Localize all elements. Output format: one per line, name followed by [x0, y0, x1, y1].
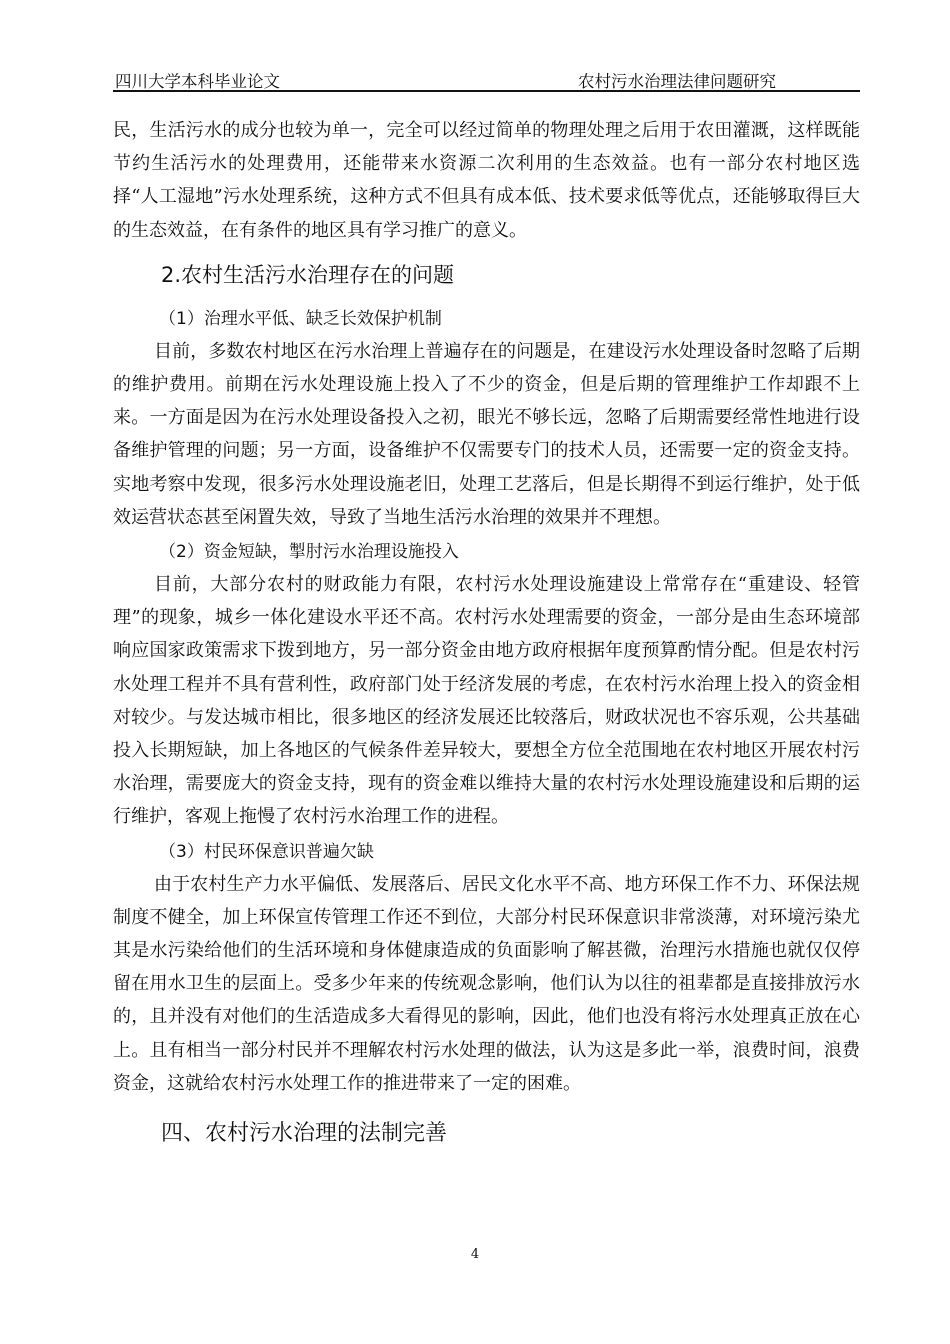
intro-paragraph: 民，生活污水的成分也较为单一，完全可以经过简单的物理处理之后用于农田灌溉，这样既能节约生活污水的处理费用，还能带来水资源二次利用的生态效益。也有一部分农村地区选择“人工湿地”污水处理系统，这种方式不但具有成本低、技术要求低等优点，还能够取得巨大的生态效益，在有条件的地区具有学习推广的意义。 [113, 120, 860, 241]
subsection-1-paragraph: 目前，多数农村地区在污水治理上普遍存在的问题是，在建设污水处理设备时忽略了后期的维护费用。前期在污水处理设施上投入了不少的资金，但是后期的管理维护工作却跟不上来。一方面是因为在污水处理设备投入之初，眼光不够长远，忽略了后期需要经常性地进行设备维护管理的问题；另一方面，设备维护不仅需要专门的技术人员，还需要一定的资金支持。实地考察中发现，很多污水处理设施老旧，处理工艺落后，但是长期得不到运行维护，处于低效运营状态甚至闲置失效，导致了当地生活污水治理的效果并不理想。 [113, 340, 860, 528]
page-number: 4 [470, 1247, 480, 1262]
subsection-3-paragraph: 由于农村生产力水平偏低、发展落后、居民文化水平不高、地方环保工作不力、环保法规制度不健全，加上环保宣传管理工作还不到位，大部分村民环保意识非常淡薄，对环境污染尤其是水污染给他们的生活环境和身体健康造成的负面影响了解甚微，治理污水措施也就仅仅停留在用水卫生的层面上。受多少年来的传统观念影响，他们认为以往的祖辈都是直接排放污水的，且并没有对他们的生活造成多大看得见的影响，因此，他们也没有将污水处理真正放在心上。且有相当一部分村民并不理解农村污水处理的做法，认为这是多此一举，浪费时间，浪费资金，这就给农村污水处理工作的推进带来了一定的困难。 [113, 873, 860, 1094]
chapter-4-heading: 四、农村污水治理的法制完善 [161, 1121, 448, 1147]
header-thesis-title: 农村污水治理法律问题研究 [578, 72, 776, 91]
subsection-3-heading: （3）村民环保意识普遍欠缺 [159, 841, 374, 862]
subsection-2-heading: （2）资金短缺，掣肘污水治理设施投入 [159, 542, 459, 563]
section-2-heading: 2.农村生活污水治理存在的问题 [161, 262, 455, 287]
subsection-2-paragraph: 目前，大部分农村的财政能力有限，农村污水处理设施建设上常常存在“重建设、轻管理”的现象，城乡一体化建设水平还不高。农村污水处理需要的资金，一部分是由生态环境部响应国家政策需求下拨到地方，另一部分资金由地方政府根据年度预算酌情分配。但是农村污水处理工程并不具有营利性，政府部门处于经济发展的考虑，在农村污水治理上投入的资金相对较少。与发达城市相比，很多地区的经济发展还比较落后，财政状况也不容乐观，公共基础投入长期短缺，加上各地区的气候条件差异较大，要想全方位全范围地在农村地区开展农村污水治理，需要庞大的资金支持，现有的资金难以维持大量的农村污水处理设施建设和后期的运行维护，客观上拖慢了农村污水治理工作的进程。 [113, 574, 860, 828]
page-header [113, 66, 860, 92]
page-body [113, 114, 860, 1154]
header-thesis-type: 四川大学本科毕业论文 [115, 72, 280, 91]
subsection-1-heading: （1）治理水平低、缺乏长效保护机制 [159, 308, 442, 329]
